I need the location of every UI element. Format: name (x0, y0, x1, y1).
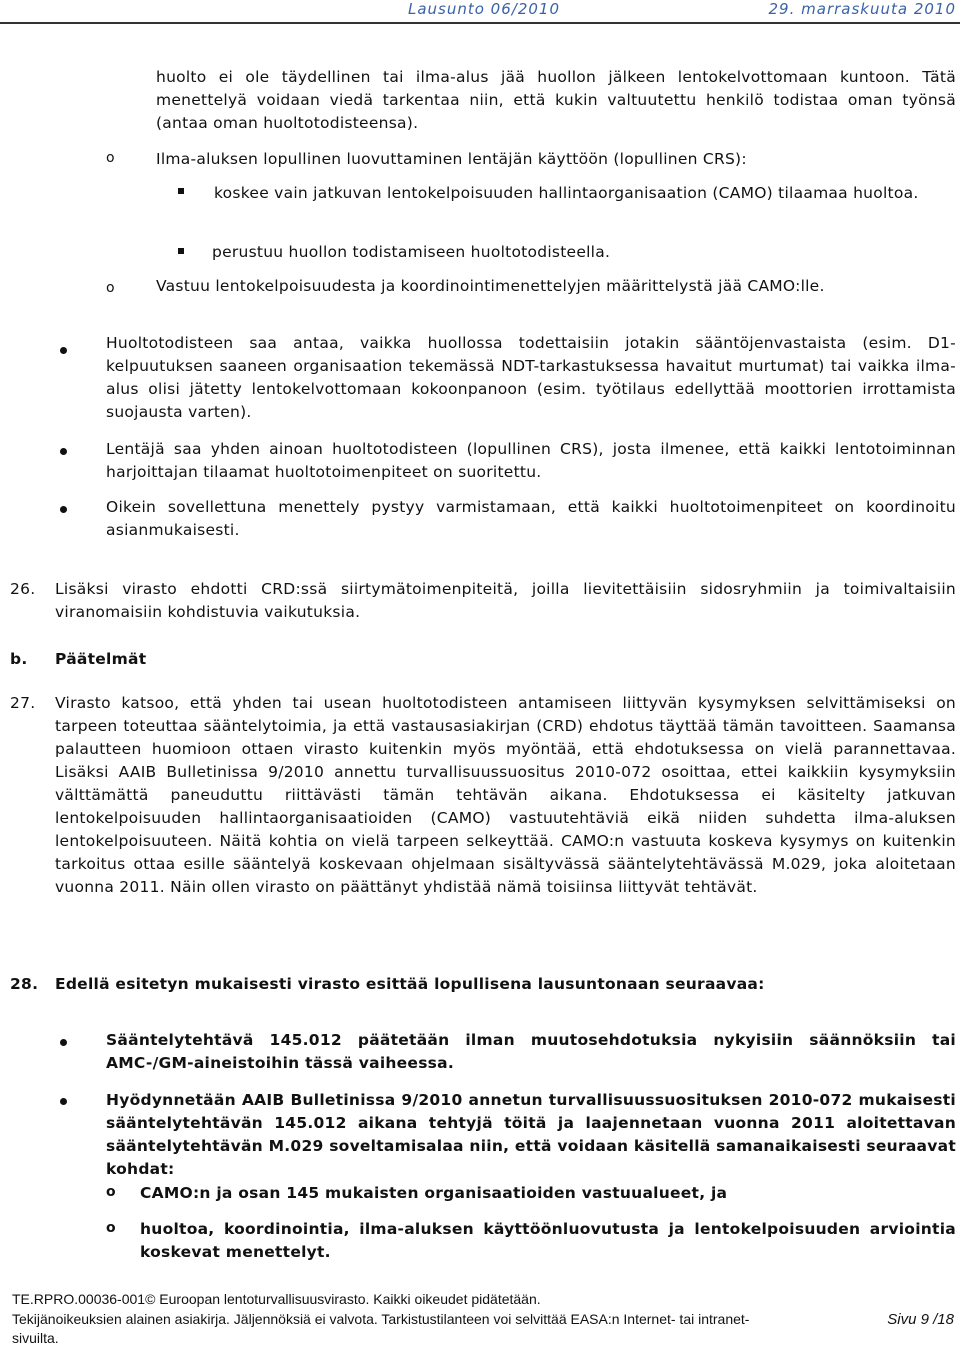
footer-organization: Euroopan lentoturvallisuusvirasto. Kaikki oikeudet pidätetään. (159, 1291, 541, 1307)
circle-bullet-icon: o (106, 1220, 116, 1236)
paragraph-27-number: 27. (10, 694, 36, 712)
section-title: Päätelmät (55, 650, 147, 668)
sub-item-final-release: Ilma-aluksen lopullinen luovuttaminen lentäjän käyttöön (lopullinen CRS): (156, 150, 747, 168)
sub-item-responsibility: Vastuu lentokelpoisuudesta ja koordinointimenettelyjen määrittelystä jää CAMO:lle. (156, 277, 825, 295)
header-document-title: Lausunto 06/2010 (407, 0, 560, 18)
paragraph-28-text: Edellä esitetyn mukaisesti virasto esittää lopullisena lausuntonaan seuraavaa: (55, 975, 765, 993)
sub-sub-item-certification: perustuu huollon todistamiseen huoltotodisteella. (212, 243, 611, 261)
bullet-icon (60, 1098, 67, 1105)
square-bullet-icon (178, 248, 184, 254)
footer-notice: Tekijänoikeuksien alainen asiakirja. Jäljennöksiä ei valvota. Tarkistustilanteen voi selvittää EASA:n Internet- tai intranet-sivuilta. (12, 1311, 750, 1346)
recommendation-sub-responsibilities: CAMO:n ja osan 145 mukaisten organisaatioiden vastuualueet, ja (140, 1184, 728, 1202)
section-letter: b. (10, 650, 28, 668)
paragraph-26-text: Lisäksi virasto ehdotti CRD:ssä siirtymätoimenpiteitä, joilla lievitettäisiin sidosryhmiin ja toimivaltaisiin viranomaisiin kohdistuvia vaikutuksia. (55, 580, 956, 621)
square-bullet-icon (178, 188, 184, 194)
page-header (0, 0, 960, 24)
bullet-item-crs-issuance: Huoltotodisteen saa antaa, vaikka huollossa todettaisiin jotakin sääntöjenvastaista (esim. D1-kelpuutuksen saaneen organisaation tekemässä NDT-tarkastuksessa havaitut murtumat) tai vaikka ilma-alus olisi jätetty lentokelvottomaan kokoonpanoon (esim. työtilaus edellyttää moottorien irrottamista suojausta varten). (106, 334, 956, 421)
circle-bullet-icon: o (106, 1184, 116, 1200)
sub-sub-item-camo-maintenance: koskee vain jatkuvan lentokelpoisuuden hallintaorganisaation (CAMO) tilaamaa huoltoa. (214, 184, 919, 202)
page-number: Sivu 9 /18 (887, 1311, 954, 1328)
intro-continuation: huolto ei ole täydellinen tai ilma-alus jää huollon jälkeen lentokelvottomaan kuntoon. Tätä menettelyä voidaan viedä tarkentaa niin, että kukin valtuutettu henkilö todistaa oman työnsä (antaa oman huoltotodisteensa). (156, 68, 956, 132)
copyright-icon: © (145, 1291, 156, 1307)
recommendation-sub-procedures: huoltoa, koordinointia, ilma-aluksen käyttöönluovutusta ja lentokelpoisuuden arviointia koskevat menettelyt. (140, 1220, 956, 1261)
bullet-item-pilot-crs: Lentäjä saa yhden ainoan huoltotodisteen (lopullinen CRS), josta ilmenee, että kaikki lentotoiminnan harjoittajan tilaamat huoltotoimenpiteet on suoritettu. (106, 440, 956, 481)
recommendation-close-task: Sääntelytehtävä 145.012 päätetään ilman muutosehdotuksia nykyisiin säännöksiin tai AMC-/GM-aineistoihin tässä vaiheessa. (106, 1031, 956, 1072)
footer-reference: TE.RPRO.00036-001 (12, 1291, 146, 1307)
paragraph-28-number: 28. (10, 975, 39, 993)
circle-bullet-icon: o (106, 280, 115, 296)
bullet-icon (60, 347, 67, 354)
header-date: 29. marraskuuta 2010 (768, 0, 956, 18)
circle-bullet-icon: o (106, 150, 115, 166)
recommendation-extend-scope: Hyödynnetään AAIB Bulletinissa 9/2010 annetun turvallisuussuosituksen 2010-072 mukaisesti sääntelytehtävän 145.012 aikana tehtyjä töitä ja laajennetaan vuonna 2011 aloitettavan sääntelytehtävän M.029 soveltamisalaa niin, että voidaan käsitellä samanaikaisesti seuraavat kohdat: (106, 1091, 956, 1178)
bullet-icon (60, 448, 67, 455)
paragraph-26-number: 26. (10, 580, 36, 598)
bullet-icon (60, 506, 67, 513)
paragraph-27-text: Virasto katsoo, että yhden tai usean huoltotodisteen antamiseen liittyvän kysymyksen selvittämiseksi on tarpeen toteuttaa sääntelytoimia, ja että vastausasiakirjan (CRD) ehdotus täyttää tämän tavoitteen. Saamansa palautteen huomioon ottaen virasto kuitenkin myös myöntää, että ehdotuksessa on vielä parannettavaa. Lisäksi AAIB Bulletinissa 9/2010 annettu turvallisuussuositus 2010-072 osoittaa, ettei kaikkiin kysymyksiin välttämättä paneuduttu riittävästi tämän tehtävän aikana. Ehdotuksessa ei käsitelty jatkuvan lentokelpoisuuden hallintaorganisaatioiden (CAMO) vastuutehtäviä eikä niiden suhdetta ilma-aluksen lentokelpoisuuteen. Näitä kohtia on vielä tarpeen selkeyttää. CAMO:n vastuuta koskeva kysymys on kuitenkin tarkoitus ottaa esille sääntelyä koskevaan ohjelmaan sisältyvässä sääntelytehtävässä M.029, joka aloitetaan vuonna 2011. Näin ollen virasto on päättänyt yhdistää nämä toisiinsa liittyvät tehtävät. (55, 694, 956, 896)
bullet-item-coordination: Oikein sovellettuna menettely pystyy varmistamaan, että kaikki huoltotoimenpiteet on koordinoitu asianmukaisesti. (106, 498, 956, 539)
bullet-icon (60, 1039, 67, 1046)
footer-line-1 (12, 1290, 541, 1309)
